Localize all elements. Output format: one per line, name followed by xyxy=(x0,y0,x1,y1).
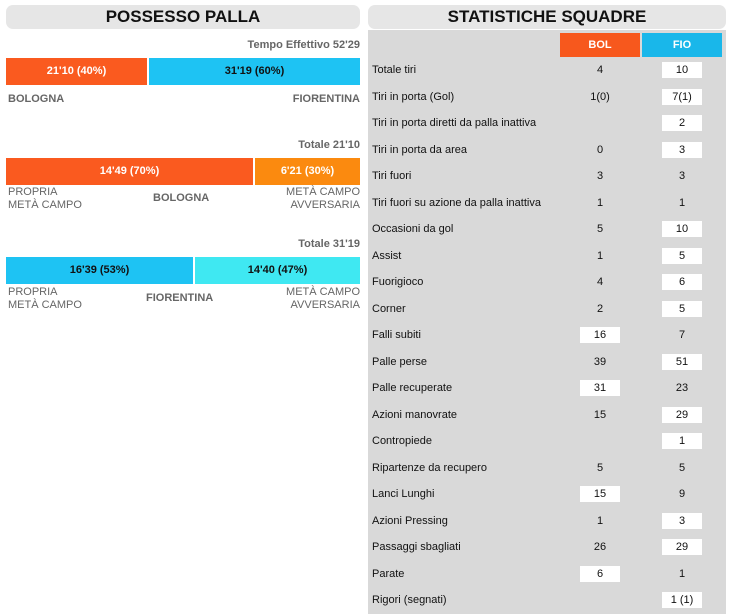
overall-possession-bar xyxy=(6,58,360,85)
fiorentina-halves-bar xyxy=(6,257,360,284)
bologna-total: Totale 21'10 xyxy=(298,139,360,151)
bol-value: 4 xyxy=(596,64,604,76)
stat-name: Tiri fuori su azione da palla inattiva xyxy=(372,196,541,209)
bologna-own-half-segment: 14'49 (70%) xyxy=(6,158,253,185)
stat-row xyxy=(368,163,726,190)
fio-value: 1 xyxy=(662,433,702,449)
bol-value: 1 xyxy=(596,514,604,527)
fio-value: 6 xyxy=(662,274,702,290)
stat-name: Totale tiri xyxy=(372,64,417,76)
bol-value: 15 xyxy=(580,486,620,502)
stat-row xyxy=(368,110,726,137)
fio-value: 7 xyxy=(678,329,686,341)
bologna-possession-segment: 21'10 (40%) xyxy=(6,58,147,85)
stat-name: Passaggi sbagliati xyxy=(372,541,461,553)
fio-value: 10 xyxy=(662,62,702,78)
fio-column-header: FIO xyxy=(642,33,722,57)
fio-value: 3 xyxy=(662,142,702,158)
stats-table xyxy=(368,57,726,614)
label-line: METÀ CAMPO xyxy=(286,286,360,298)
bol-value: 31 xyxy=(580,380,620,396)
fiorentina-label: FIORENTINA xyxy=(292,93,360,105)
bol-value: 15 xyxy=(593,408,607,421)
fio-value: 5 xyxy=(678,461,686,474)
stat-row xyxy=(368,402,726,429)
bologna-opp-half-label xyxy=(286,186,360,212)
fio-value: 5 xyxy=(662,248,702,264)
bologna-opp-half-segment: 6'21 (30%) xyxy=(255,158,360,185)
bol-value: 16 xyxy=(580,327,620,343)
fio-value: 3 xyxy=(678,170,686,182)
stat-row xyxy=(368,428,726,455)
stat-name: Rigori (segnati) xyxy=(372,594,447,606)
fio-value: 2 xyxy=(662,115,702,131)
fio-value: 51 xyxy=(662,354,702,370)
label-line: METÀ CAMPO xyxy=(8,199,82,211)
stat-name: Tiri in porta da area xyxy=(372,143,467,156)
fiorentina-team-label: FIORENTINA xyxy=(146,292,214,304)
stat-row xyxy=(368,322,726,349)
fiorentina-own-half-segment: 16'39 (53%) xyxy=(6,257,193,284)
stat-row xyxy=(368,57,726,84)
stat-name: Tiri in porta diretti da palla inattiva xyxy=(372,117,537,129)
stat-row xyxy=(368,84,726,111)
fio-value: 1 xyxy=(678,567,686,580)
fio-value: 3 xyxy=(662,513,702,529)
fiorentina-opp-half-label xyxy=(286,286,360,312)
fio-value: 23 xyxy=(675,382,689,394)
stat-row xyxy=(368,269,726,296)
stat-name: Fuorigioco xyxy=(372,276,424,288)
fio-value: 5 xyxy=(662,301,702,317)
stat-name: Occasioni da gol xyxy=(372,223,454,235)
effective-time: Tempo Effettivo 52'29 xyxy=(247,39,360,51)
bol-value: 26 xyxy=(593,541,607,553)
bol-value: 1(0) xyxy=(590,90,610,103)
bol-column-header: BOL xyxy=(560,33,640,57)
stat-name: Palle perse xyxy=(372,355,428,368)
stat-row xyxy=(368,455,726,482)
fio-value: 10 xyxy=(662,221,702,237)
label-line: AVVERSARIA xyxy=(290,299,360,311)
bol-value xyxy=(580,433,620,449)
stat-name: Azioni Pressing xyxy=(372,514,448,527)
stat-name: Falli subiti xyxy=(372,329,421,341)
label-line: AVVERSARIA xyxy=(290,199,360,211)
bol-value: 2 xyxy=(596,302,604,315)
stat-name: Tiri fuori xyxy=(372,170,412,182)
stat-row xyxy=(368,481,726,508)
fio-value: 9 xyxy=(678,488,686,500)
stat-name: Parate xyxy=(372,567,405,580)
bol-value xyxy=(580,115,620,131)
stat-name: Contropiede xyxy=(372,435,432,447)
fiorentina-possession-segment: 31'19 (60%) xyxy=(149,58,360,85)
stat-row xyxy=(368,561,726,588)
bol-value: 0 xyxy=(596,143,604,156)
bol-value: 1 xyxy=(596,196,604,209)
team-stats-title: STATISTICHE SQUADRE xyxy=(368,5,726,29)
bologna-halves-bar xyxy=(6,158,360,185)
bologna-own-half-label xyxy=(8,186,82,212)
stat-name: Azioni manovrate xyxy=(372,408,457,421)
bol-value: 1 xyxy=(596,249,604,262)
team-stats-section xyxy=(368,5,726,606)
stat-name: Lanci Lunghi xyxy=(372,488,435,500)
stat-row xyxy=(368,243,726,270)
bol-value: 3 xyxy=(596,170,604,182)
possession-section xyxy=(6,5,360,311)
bol-value xyxy=(580,592,620,608)
stat-row xyxy=(368,508,726,535)
bol-value: 5 xyxy=(596,223,604,235)
bol-value: 4 xyxy=(596,276,604,288)
fio-value: 1 xyxy=(678,196,686,209)
stat-name: Corner xyxy=(372,302,406,315)
stat-row xyxy=(368,587,726,614)
fiorentina-opp-half-segment: 14'40 (47%) xyxy=(195,257,360,284)
stat-name: Tiri in porta (Gol) xyxy=(372,90,455,103)
fio-value: 29 xyxy=(662,539,702,555)
fio-value: 7(1) xyxy=(662,89,702,105)
stat-row xyxy=(368,216,726,243)
bol-value: 39 xyxy=(593,355,607,368)
label-line: METÀ CAMPO xyxy=(286,186,360,198)
fio-value: 29 xyxy=(662,407,702,423)
stat-name: Assist xyxy=(372,249,402,262)
stat-row xyxy=(368,534,726,561)
possession-title: POSSESSO PALLA xyxy=(6,5,360,29)
stat-row xyxy=(368,349,726,376)
bologna-team-label: BOLOGNA xyxy=(153,192,210,204)
stat-row xyxy=(368,190,726,217)
bol-value: 6 xyxy=(580,566,620,582)
bol-value: 5 xyxy=(596,461,604,474)
stat-row xyxy=(368,296,726,323)
stat-row xyxy=(368,375,726,402)
label-line: PROPRIA xyxy=(8,186,58,198)
fio-value: 1 (1) xyxy=(662,592,702,608)
fiorentina-total: Totale 31'19 xyxy=(298,238,360,250)
stat-name: Palle recuperate xyxy=(372,382,453,394)
bologna-label: BOLOGNA xyxy=(8,93,65,105)
fiorentina-own-half-label xyxy=(8,286,82,312)
label-line: PROPRIA xyxy=(8,286,58,298)
label-line: METÀ CAMPO xyxy=(8,299,82,311)
stat-row xyxy=(368,137,726,164)
stat-name: Ripartenze da recupero xyxy=(372,461,487,474)
